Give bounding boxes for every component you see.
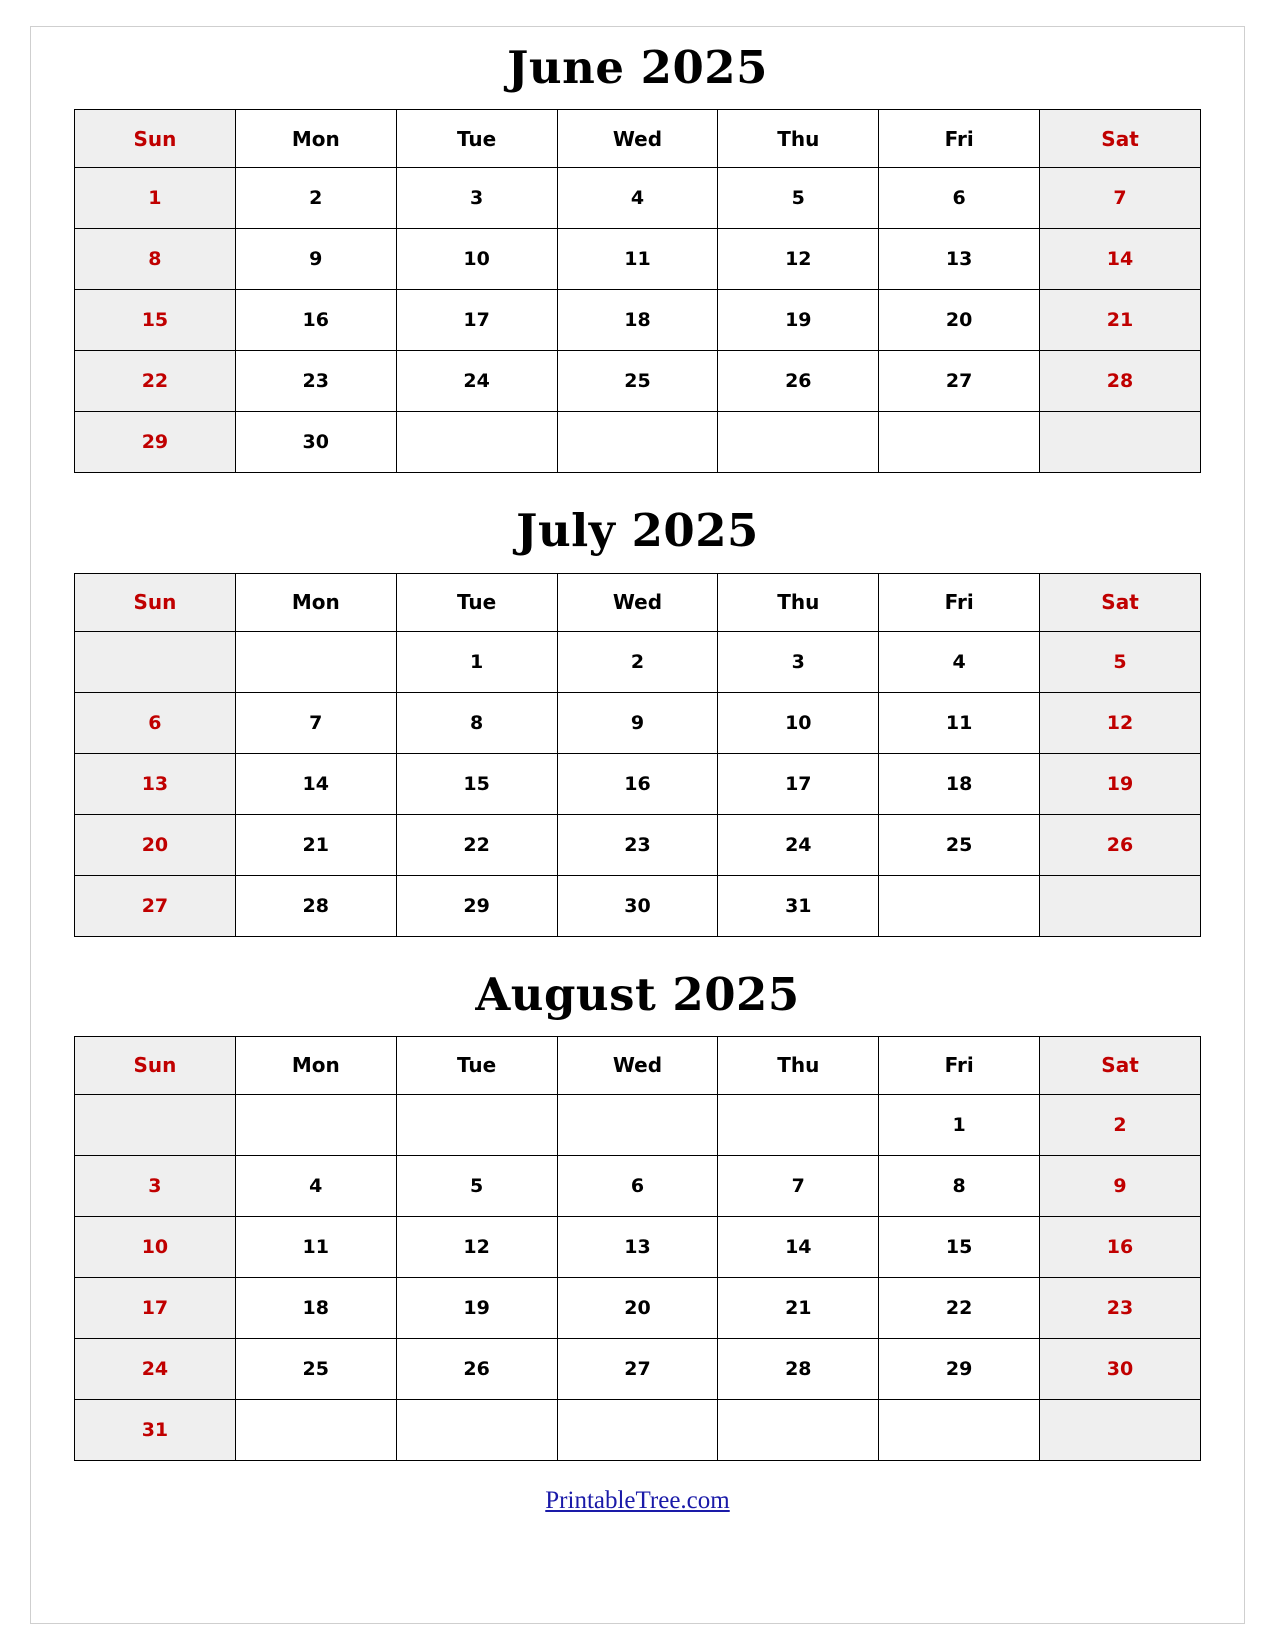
day-cell: 6 xyxy=(879,168,1040,229)
day-cell: 28 xyxy=(718,1338,879,1399)
day-cell: 2 xyxy=(1040,1094,1201,1155)
weekday-header-wed: Wed xyxy=(557,110,718,168)
month-block-august xyxy=(74,967,1201,1461)
day-cell-empty xyxy=(718,1399,879,1460)
month-title-july: July 2025 xyxy=(516,504,759,558)
weekday-header-sat: Sat xyxy=(1040,110,1201,168)
day-cell: 28 xyxy=(1040,351,1201,412)
weekday-header-sun: Sun xyxy=(75,110,236,168)
day-cell: 2 xyxy=(557,631,718,692)
month-title-june: June 2025 xyxy=(507,41,768,94)
calendar-week-row xyxy=(75,692,1201,753)
calendar-week-row xyxy=(75,1338,1201,1399)
weekday-header-thu: Thu xyxy=(718,573,879,631)
day-cell: 1 xyxy=(75,168,236,229)
day-cell: 29 xyxy=(879,1338,1040,1399)
day-cell-empty xyxy=(718,412,879,473)
calendar-week-row xyxy=(75,631,1201,692)
day-cell: 7 xyxy=(235,692,396,753)
weekday-header-fri: Fri xyxy=(879,110,1040,168)
day-cell: 12 xyxy=(396,1216,557,1277)
day-cell: 3 xyxy=(396,168,557,229)
day-cell-empty xyxy=(879,1399,1040,1460)
day-cell: 25 xyxy=(879,814,1040,875)
day-cell: 14 xyxy=(1040,229,1201,290)
day-cell: 26 xyxy=(1040,814,1201,875)
day-cell: 22 xyxy=(396,814,557,875)
weekday-header-wed: Wed xyxy=(557,1036,718,1094)
day-cell: 21 xyxy=(1040,290,1201,351)
day-cell: 14 xyxy=(718,1216,879,1277)
weekday-header-row xyxy=(75,573,1201,631)
day-cell: 5 xyxy=(396,1155,557,1216)
weekday-header-row xyxy=(75,1036,1201,1094)
day-cell: 26 xyxy=(718,351,879,412)
weekday-header-tue: Tue xyxy=(396,1036,557,1094)
day-cell: 18 xyxy=(235,1277,396,1338)
day-cell: 11 xyxy=(879,692,1040,753)
weekday-header-sat: Sat xyxy=(1040,573,1201,631)
weekday-header-thu: Thu xyxy=(718,110,879,168)
day-cell-empty xyxy=(879,412,1040,473)
calendar-week-row xyxy=(75,875,1201,936)
day-cell: 31 xyxy=(718,875,879,936)
day-cell: 7 xyxy=(1040,168,1201,229)
day-cell: 16 xyxy=(1040,1216,1201,1277)
day-cell-empty xyxy=(235,631,396,692)
day-cell-empty xyxy=(75,1094,236,1155)
calendar-week-row xyxy=(75,168,1201,229)
day-cell-empty xyxy=(75,631,236,692)
day-cell: 11 xyxy=(557,229,718,290)
day-cell: 8 xyxy=(879,1155,1040,1216)
day-cell: 30 xyxy=(235,412,396,473)
day-cell-empty xyxy=(235,1399,396,1460)
day-cell: 30 xyxy=(557,875,718,936)
day-cell: 18 xyxy=(557,290,718,351)
weekday-header-sun: Sun xyxy=(75,573,236,631)
day-cell: 13 xyxy=(879,229,1040,290)
day-cell: 5 xyxy=(718,168,879,229)
day-cell: 25 xyxy=(235,1338,396,1399)
day-cell: 17 xyxy=(75,1277,236,1338)
weekday-header-tue: Tue xyxy=(396,573,557,631)
day-cell: 29 xyxy=(75,412,236,473)
month-block-july xyxy=(74,504,1201,936)
day-cell: 16 xyxy=(235,290,396,351)
day-cell: 24 xyxy=(718,814,879,875)
day-cell: 15 xyxy=(396,753,557,814)
day-cell: 6 xyxy=(557,1155,718,1216)
day-cell: 27 xyxy=(557,1338,718,1399)
day-cell: 20 xyxy=(75,814,236,875)
calendar-week-row xyxy=(75,1277,1201,1338)
month-title-august: August 2025 xyxy=(475,967,800,1021)
day-cell: 17 xyxy=(718,753,879,814)
day-cell-empty xyxy=(235,1094,396,1155)
day-cell-empty xyxy=(396,1094,557,1155)
weekday-header-mon: Mon xyxy=(235,573,396,631)
weekday-header-row xyxy=(75,110,1201,168)
day-cell: 1 xyxy=(396,631,557,692)
calendar-week-row xyxy=(75,351,1201,412)
day-cell-empty xyxy=(396,412,557,473)
day-cell: 11 xyxy=(235,1216,396,1277)
day-cell: 23 xyxy=(557,814,718,875)
day-cell: 9 xyxy=(235,229,396,290)
day-cell: 2 xyxy=(235,168,396,229)
day-cell: 15 xyxy=(879,1216,1040,1277)
day-cell: 19 xyxy=(396,1277,557,1338)
footer xyxy=(74,1487,1201,1515)
day-cell: 5 xyxy=(1040,631,1201,692)
day-cell: 23 xyxy=(235,351,396,412)
day-cell: 17 xyxy=(396,290,557,351)
calendar-week-row xyxy=(75,1155,1201,1216)
day-cell: 8 xyxy=(75,229,236,290)
day-cell: 25 xyxy=(557,351,718,412)
calendar-table-july xyxy=(74,573,1201,937)
day-cell: 10 xyxy=(718,692,879,753)
day-cell: 13 xyxy=(75,753,236,814)
day-cell-empty xyxy=(557,1094,718,1155)
day-cell: 8 xyxy=(396,692,557,753)
day-cell: 9 xyxy=(557,692,718,753)
day-cell: 12 xyxy=(1040,692,1201,753)
calendar-week-row xyxy=(75,412,1201,473)
day-cell: 19 xyxy=(718,290,879,351)
weekday-header-fri: Fri xyxy=(879,1036,1040,1094)
day-cell-empty xyxy=(1040,1399,1201,1460)
day-cell-empty xyxy=(1040,412,1201,473)
day-cell: 3 xyxy=(718,631,879,692)
day-cell-empty xyxy=(396,1399,557,1460)
day-cell: 31 xyxy=(75,1399,236,1460)
day-cell: 4 xyxy=(235,1155,396,1216)
day-cell: 9 xyxy=(1040,1155,1201,1216)
day-cell: 24 xyxy=(75,1338,236,1399)
day-cell: 20 xyxy=(879,290,1040,351)
day-cell: 23 xyxy=(1040,1277,1201,1338)
weekday-header-fri: Fri xyxy=(879,573,1040,631)
day-cell: 10 xyxy=(396,229,557,290)
day-cell: 21 xyxy=(718,1277,879,1338)
day-cell: 28 xyxy=(235,875,396,936)
day-cell: 18 xyxy=(879,753,1040,814)
day-cell: 27 xyxy=(75,875,236,936)
calendar-week-row xyxy=(75,229,1201,290)
weekday-header-tue: Tue xyxy=(396,110,557,168)
calendar-table-june xyxy=(74,109,1201,473)
calendar-week-row xyxy=(75,290,1201,351)
weekday-header-mon: Mon xyxy=(235,1036,396,1094)
calendar-table-august xyxy=(74,1036,1201,1461)
day-cell: 27 xyxy=(879,351,1040,412)
weekday-header-sun: Sun xyxy=(75,1036,236,1094)
day-cell: 20 xyxy=(557,1277,718,1338)
day-cell: 22 xyxy=(879,1277,1040,1338)
day-cell: 14 xyxy=(235,753,396,814)
weekday-header-wed: Wed xyxy=(557,573,718,631)
day-cell-empty xyxy=(557,412,718,473)
calendar-content xyxy=(30,26,1245,1515)
day-cell: 22 xyxy=(75,351,236,412)
month-block-june xyxy=(74,41,1201,473)
calendar-week-row xyxy=(75,1216,1201,1277)
calendar-week-row xyxy=(75,814,1201,875)
weekday-header-mon: Mon xyxy=(235,110,396,168)
weekday-header-thu: Thu xyxy=(718,1036,879,1094)
day-cell: 13 xyxy=(557,1216,718,1277)
day-cell-empty xyxy=(1040,875,1201,936)
day-cell-empty xyxy=(879,875,1040,936)
day-cell: 12 xyxy=(718,229,879,290)
day-cell: 21 xyxy=(235,814,396,875)
day-cell: 3 xyxy=(75,1155,236,1216)
day-cell: 29 xyxy=(396,875,557,936)
day-cell: 15 xyxy=(75,290,236,351)
day-cell: 6 xyxy=(75,692,236,753)
day-cell: 10 xyxy=(75,1216,236,1277)
day-cell: 4 xyxy=(557,168,718,229)
day-cell: 1 xyxy=(879,1094,1040,1155)
weekday-header-sat: Sat xyxy=(1040,1036,1201,1094)
day-cell: 4 xyxy=(879,631,1040,692)
day-cell: 7 xyxy=(718,1155,879,1216)
day-cell: 16 xyxy=(557,753,718,814)
calendar-week-row xyxy=(75,1094,1201,1155)
calendar-week-row xyxy=(75,753,1201,814)
printabletree-link[interactable]: PrintableTree.com xyxy=(545,1486,730,1514)
calendar-week-row xyxy=(75,1399,1201,1460)
day-cell: 19 xyxy=(1040,753,1201,814)
day-cell: 30 xyxy=(1040,1338,1201,1399)
day-cell: 24 xyxy=(396,351,557,412)
day-cell-empty xyxy=(557,1399,718,1460)
day-cell-empty xyxy=(718,1094,879,1155)
day-cell: 26 xyxy=(396,1338,557,1399)
